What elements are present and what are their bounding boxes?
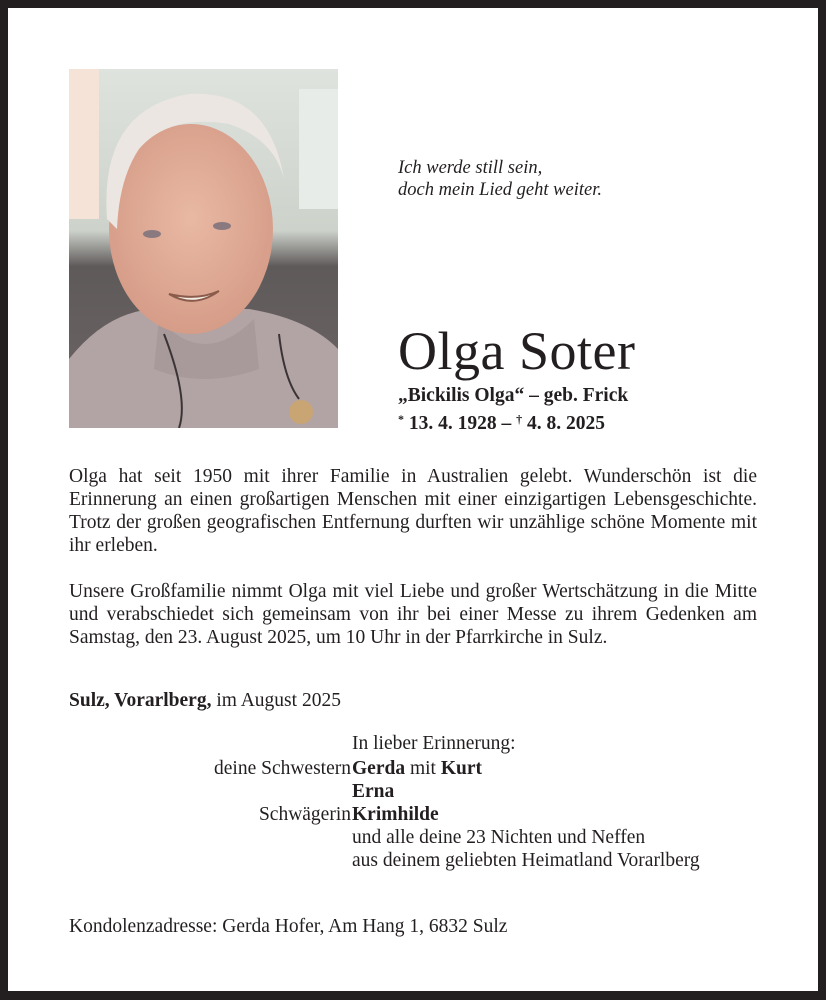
nickname-maiden-name: „Bickilis Olga“ – geb. Frick xyxy=(398,385,629,406)
place-date: im August 2025 xyxy=(211,690,341,711)
birth-date: 13. 4. 1928 xyxy=(408,413,497,434)
mourner-relation: deine Schwestern xyxy=(214,758,351,779)
quote-line-1: Ich werde still sein, xyxy=(398,158,543,178)
mourner-name: Krimhilde xyxy=(352,804,439,825)
mourners-closing-1: und alle deine 23 Nichten und Neffen xyxy=(352,827,646,848)
quote-line-2: doch mein Lied geht weiter. xyxy=(398,180,602,200)
mourner-row xyxy=(8,780,818,803)
death-date: 4. 8. 2025 xyxy=(527,413,605,434)
mourner-name: Erna xyxy=(352,781,395,802)
quote xyxy=(398,157,602,201)
life-dates xyxy=(398,408,605,435)
mourners-intro: In lieber Erinnerung: xyxy=(352,733,516,754)
obituary-notice xyxy=(8,8,818,991)
mourner-row xyxy=(8,757,818,780)
deceased-name: Olga Soter xyxy=(398,321,636,381)
place-date-line xyxy=(69,689,341,712)
mourner-name: Gerda xyxy=(352,758,406,779)
birth-symbol: * xyxy=(398,412,404,426)
mourner-joiner: mit xyxy=(405,758,441,779)
mourner-row xyxy=(8,803,818,826)
mourner-partner-name: Kurt xyxy=(440,758,483,779)
place-name: Sulz, Vorarlberg, xyxy=(69,690,212,711)
paragraph-2: Unsere Großfamilie nimmt Olga mit viel Liebe und großer Wertschätzung in die Mitte und verabschiedet sich gemeinsam von ihr bei einer Messe zu ihrem Gedenken am Samstag, den 23. August 2025, um 10 Uhr in der Pfarrkirche in Sulz. xyxy=(69,581,757,648)
condolence-address: Kondolenzadresse: Gerda Hofer, Am Hang 1, 6832 Sulz xyxy=(69,916,508,937)
portrait-photo xyxy=(69,69,338,428)
date-separator: – xyxy=(496,413,517,434)
death-symbol: † xyxy=(516,412,523,426)
mourners-list xyxy=(8,732,818,872)
mourners-closing-2: aus deinem geliebten Heimatland Vorarlberg xyxy=(352,850,700,871)
paragraph-1: Olga hat seit 1950 mit ihrer Familie in Australien gelebt. Wunderschön ist die Erinnerung an einen großartigen Menschen mit einer einzigartigen Lebensgeschichte. Trotz der großen geografischen Entfernung durften wir unzählige schöne Momente mit ihr erleben. xyxy=(69,466,757,556)
mourner-relation: Schwägerin xyxy=(258,804,351,825)
